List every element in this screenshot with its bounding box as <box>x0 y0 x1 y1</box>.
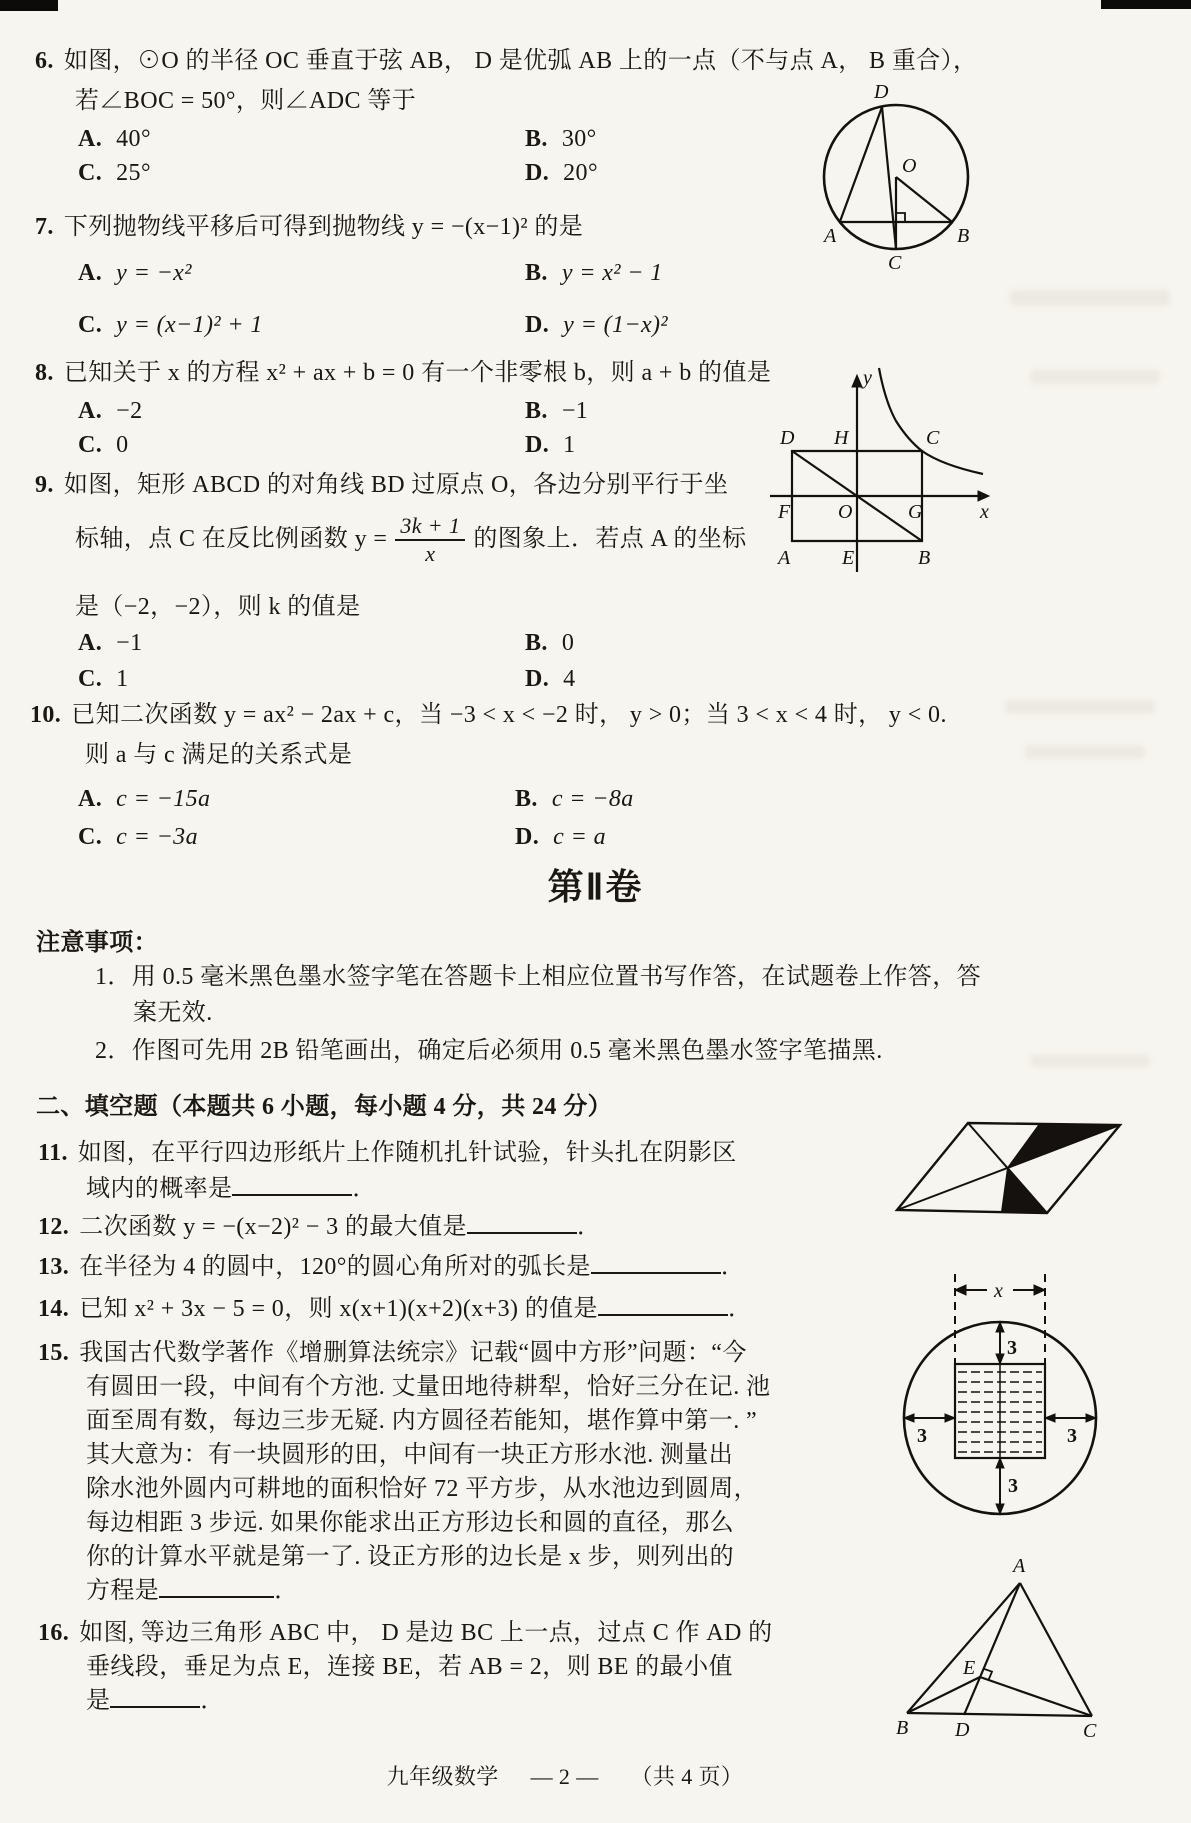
q15-label-bottom3: 3 <box>1008 1475 1018 1497</box>
q7-option-c <box>78 310 263 340</box>
q6-option-c-label: C. <box>78 160 103 186</box>
q14-text-end: ． <box>727 1296 753 1322</box>
q15-line6 <box>86 1508 734 1538</box>
q16-label-c: C <box>1083 1720 1097 1742</box>
q12-number: 12. <box>38 1214 70 1240</box>
q14-number: 14. <box>38 1296 70 1322</box>
q9-text1: 如图，矩形 ABCD 的对角线 BD 过原点 O，各边分别平行于坐 <box>63 472 729 498</box>
q9-option-b-label: B. <box>525 630 548 656</box>
dim-arrow <box>996 1504 1004 1514</box>
q12-text: 二次函数 y = −(x−2)² − 3 的最大值是 <box>79 1214 467 1240</box>
q15-text7: 你的计算水平就是第一了. 设正方形的边长是 x 步，则列出的 <box>86 1544 734 1570</box>
q6-text2: 若∠BOC = 50°，则∠ADC 等于 <box>75 88 417 114</box>
q8-option-a-label: A. <box>78 398 103 424</box>
q10-option-d <box>515 822 606 852</box>
dim-arrow <box>996 1322 1004 1332</box>
q6-line2 <box>75 86 416 116</box>
q8-number: 8. <box>35 360 54 386</box>
dim-arrow <box>904 1414 914 1422</box>
q8-option-b-value: −1 <box>561 398 589 424</box>
q16-line3 <box>86 1686 225 1716</box>
q6-circle-figure <box>796 80 996 272</box>
q9-option-c-value: 1 <box>116 666 129 692</box>
q9-label-e: E <box>842 547 855 569</box>
q9-text2-post: 的图象上．若点 A 的坐标 <box>473 526 747 552</box>
q8-option-b <box>525 396 588 426</box>
notice-item1-text2: 案无效. <box>133 1000 213 1026</box>
q9-line3 <box>75 592 360 622</box>
q11-number: 11. <box>38 1140 68 1166</box>
q6-option-d <box>525 158 598 188</box>
q9-label-f: F <box>778 501 791 523</box>
q12-line <box>38 1212 601 1242</box>
scan-artifact <box>1030 370 1160 384</box>
q9-option-c-label: C. <box>78 666 103 692</box>
q12-answer-blank <box>467 1230 577 1234</box>
section2-title <box>0 867 1191 907</box>
q9-label-o: O <box>838 501 853 523</box>
q15-text1: 我国古代数学著作《增删算法统宗》记载“圆中方形”问题：“今 <box>79 1340 747 1366</box>
scan-artifact <box>1030 1055 1150 1067</box>
q9-fraction-numerator: 3k + 1 <box>395 512 465 541</box>
q15-line5 <box>86 1474 758 1504</box>
q15-text5: 除水池外圆内可耕地的面积恰好 72 平方步，从水池边到圆周， <box>86 1476 758 1502</box>
q16-answer-blank <box>110 1704 200 1708</box>
notice-item1-line2 <box>133 998 213 1028</box>
q16-number: 16. <box>38 1620 70 1646</box>
q13-text-end: ． <box>720 1254 746 1280</box>
q11-answer-blank <box>232 1192 352 1196</box>
q10-option-b <box>515 784 634 814</box>
q9-label-h: H <box>834 427 849 449</box>
q8-option-a <box>78 396 142 426</box>
q7-option-a-label: A. <box>78 260 103 286</box>
q15-text2: 有圆田一段，中间有个方池. 丈量田地待耕犁，恰好三分在记. 池 <box>86 1374 771 1400</box>
y-axis-arrow <box>852 375 862 387</box>
q10-line1 <box>30 700 947 730</box>
q9-option-a-label: A. <box>78 630 103 656</box>
shaded-region-bottom <box>1002 1168 1047 1213</box>
q7-option-c-value: y = (x−1)² + 1 <box>116 312 263 338</box>
q12-text-end: ． <box>576 1214 602 1240</box>
right-angle-mark <box>896 213 905 222</box>
q9-option-a-value: −1 <box>116 630 143 656</box>
scan-corner-mark-left <box>0 0 58 11</box>
q9-label-a: A <box>778 547 791 569</box>
footer-total-pages: （共 4 页） <box>630 1764 744 1789</box>
q9-fraction <box>395 512 465 566</box>
q6-option-a-value: 40° <box>116 126 151 152</box>
q8-line1 <box>35 358 771 388</box>
scan-artifact <box>1005 700 1155 714</box>
q9-option-c <box>78 664 129 694</box>
x-axis-arrow <box>978 491 989 501</box>
q15-label-top3: 3 <box>1007 1337 1017 1359</box>
q9-axes-figure <box>762 366 992 598</box>
q8-option-d-value: 1 <box>563 432 576 458</box>
q15-label-right3: 3 <box>1067 1425 1077 1447</box>
q9-label-d: D <box>780 427 795 449</box>
q15-line7 <box>86 1542 734 1572</box>
q9-label-g: G <box>908 501 923 523</box>
dim-arrow <box>1086 1414 1096 1422</box>
q9-option-d-label: D. <box>525 666 550 692</box>
q7-option-a <box>78 258 192 288</box>
q6-option-a-label: A. <box>78 126 103 152</box>
scan-artifact <box>1010 290 1170 306</box>
dim-arrow <box>945 1414 955 1422</box>
q10-text1: 已知二次函数 y = ax² − 2ax + c，当 −3 < x < −2 时， y > 0；当 3 < x < 4 时， y < 0. <box>71 702 947 728</box>
q6-label-a: A <box>824 225 837 247</box>
dim-arrow <box>1034 1285 1045 1295</box>
q16-text3-end: ． <box>200 1688 225 1714</box>
q15-number: 15. <box>38 1340 70 1366</box>
q9-option-a <box>78 628 142 658</box>
q11-line2 <box>86 1174 377 1204</box>
q15-text4: 其大意为：有一块圆形的田，中间有一块正方形水池. 测量出 <box>86 1442 734 1468</box>
q7-option-d <box>525 310 668 340</box>
q9-label-y: y <box>863 367 872 389</box>
scan-corner-mark-right <box>1101 0 1191 9</box>
fill-in-section-heading-text: 二、填空题（本题共 6 小题，每小题 4 分，共 24 分） <box>36 1094 612 1120</box>
q15-line1 <box>38 1338 747 1368</box>
q15-text6: 每边相距 3 步远. 如果你能求出正方形边长和圆的直径，那么 <box>86 1510 734 1536</box>
q16-label-e: E <box>963 1657 976 1679</box>
q7-option-a-value: y = −x² <box>116 260 192 286</box>
q9-option-b-value: 0 <box>561 630 575 656</box>
footer-page-number: — 2 — <box>530 1764 599 1789</box>
notice-heading <box>36 928 158 958</box>
notice-item1-line1 <box>95 962 981 992</box>
q15-line2 <box>86 1372 770 1402</box>
q8-option-d-label: D. <box>525 432 550 458</box>
q6-option-a <box>78 124 151 154</box>
q16-text2: 垂线段，垂足为点 E，连接 BE，若 AB = 2，则 BE 的最小值 <box>86 1654 733 1680</box>
q6-number: 6. <box>35 48 54 74</box>
q6-option-c-value: 25° <box>116 160 151 186</box>
q7-line1 <box>35 212 583 242</box>
q6-option-b-label: B. <box>525 126 548 152</box>
footer-subject: 九年级数学 <box>386 1764 499 1789</box>
q10-number: 10. <box>30 702 62 728</box>
q7-option-c-label: C. <box>78 312 103 338</box>
q10-option-a-value: c = −15a <box>116 786 211 812</box>
q6-line1 <box>35 46 977 76</box>
q15-label-left3: 3 <box>917 1425 927 1447</box>
q6-text1: 如图，⊙O 的半径 OC 垂直于弦 AB， D 是优弧 AB 上的一点（不与点 A， B 重合）， <box>63 48 978 74</box>
q10-option-d-value: c = a <box>553 824 606 850</box>
q9-label-b: B <box>918 547 931 569</box>
q6-label-o: O <box>902 155 917 177</box>
q9-label-x: x <box>980 501 989 523</box>
q11-line1 <box>38 1138 737 1168</box>
dim-arrow <box>996 1354 1004 1364</box>
q13-text: 在半径为 4 的圆中，120°的圆心角所对的弧长是 <box>79 1254 591 1280</box>
q16-label-d: D <box>955 1719 970 1741</box>
q16-triangle-figure <box>882 1556 1102 1746</box>
q11-text2-end: ． <box>352 1176 377 1202</box>
q16-label-b: B <box>896 1717 909 1739</box>
q13-line <box>38 1252 745 1282</box>
section2-title-text: 第Ⅱ卷 <box>547 867 644 907</box>
q15-circle-square-figure <box>885 1266 1115 1518</box>
q16-text3: 是 <box>86 1688 111 1714</box>
dim-arrow <box>1045 1414 1055 1422</box>
q6-option-d-value: 20° <box>563 160 598 186</box>
q15-line3 <box>86 1406 757 1436</box>
q16-line1 <box>38 1618 773 1648</box>
scan-artifact <box>1025 745 1145 759</box>
q6-option-b <box>525 124 597 154</box>
q10-option-c <box>78 822 198 852</box>
notice-item2 <box>95 1036 883 1066</box>
q7-option-b-value: y = x² − 1 <box>561 260 663 286</box>
q6-label-b: B <box>957 225 970 247</box>
notice-item1-text1: 1．用 0.5 毫米黑色墨水签字笔在答题卡上相应位置书写作答，在试题卷上作答，答 <box>95 964 981 990</box>
q7-option-d-label: D. <box>525 312 550 338</box>
q10-option-d-label: D. <box>515 824 540 850</box>
q16-label-a: A <box>1013 1556 1026 1577</box>
q15-line4 <box>86 1440 733 1470</box>
q8-option-c <box>78 430 129 460</box>
q8-text1: 已知关于 x 的方程 x² + ax + b = 0 有一个非零根 b，则 a + b 的值是 <box>63 360 772 386</box>
q9-fraction-denominator: x <box>425 541 436 566</box>
q7-number: 7. <box>35 214 54 240</box>
q9-text2-pre: 标轴，点 C 在反比例函数 y = <box>75 526 388 552</box>
q8-option-d <box>525 430 576 460</box>
q14-line <box>38 1294 752 1324</box>
q6-option-c <box>78 158 151 188</box>
q7-option-b <box>525 258 663 288</box>
q9-label-c: C <box>926 427 940 449</box>
q6-label-c: C <box>888 252 902 272</box>
q7-text1: 下列抛物线平移后可得到抛物线 y = −(x−1)² 的是 <box>63 214 584 240</box>
q9-line1 <box>35 470 728 500</box>
q15-label-x: x <box>994 1280 1003 1302</box>
q15-text8-end: ． <box>274 1578 299 1604</box>
q14-answer-blank <box>598 1312 728 1316</box>
q9-line2 <box>75 508 747 570</box>
q9-number: 9. <box>35 472 54 498</box>
notice-item2-text: 2．作图可先用 2B 铅笔画出，确定后必须用 0.5 毫米黑色墨水签字笔描黑. <box>95 1038 883 1064</box>
q13-answer-blank <box>591 1270 721 1274</box>
q10-option-a <box>78 784 210 814</box>
page-footer <box>0 1762 1130 1792</box>
q10-option-b-label: B. <box>515 786 538 812</box>
hyperbola-curve <box>879 368 983 474</box>
q10-option-b-value: c = −8a <box>551 786 634 812</box>
q11-text1: 如图，在平行四边形纸片上作随机扎针试验，针头扎在阴影区 <box>77 1140 737 1166</box>
notice-heading-text: 注意事项： <box>36 930 158 956</box>
q10-text2: 则 a 与 c 满足的关系式是 <box>85 742 353 768</box>
q9-option-b <box>525 628 574 658</box>
q10-line2 <box>85 740 352 770</box>
q6-label-d: D <box>874 81 889 103</box>
q9-text3: 是（−2，−2），则 k 的值是 <box>75 594 361 620</box>
q13-number: 13. <box>38 1254 70 1280</box>
q10-option-c-value: c = −3a <box>116 824 198 850</box>
dim-arrow <box>955 1285 966 1295</box>
q6-option-d-label: D. <box>525 160 550 186</box>
q8-option-c-label: C. <box>78 432 103 458</box>
q8-option-c-value: 0 <box>116 432 129 458</box>
q8-option-b-label: B. <box>525 398 548 424</box>
q8-option-a-value: −2 <box>116 398 143 424</box>
q15-text8: 方程是 <box>86 1578 160 1604</box>
q7-option-b-label: B. <box>525 260 548 286</box>
q10-option-a-label: A. <box>78 786 103 812</box>
q15-answer-blank <box>159 1594 274 1598</box>
q14-text: 已知 x² + 3x − 5 = 0，则 x(x+1)(x+2)(x+3) 的值是 <box>79 1296 598 1322</box>
q11-parallelogram-figure <box>882 1110 1127 1222</box>
q10-option-c-label: C. <box>78 824 103 850</box>
q16-line2 <box>86 1652 733 1682</box>
q11-text2: 域内的概率是 <box>86 1176 233 1202</box>
q7-option-d-value: y = (1−x)² <box>563 312 669 338</box>
q6-option-b-value: 30° <box>561 126 597 152</box>
q15-line8 <box>86 1576 299 1606</box>
dim-arrow <box>996 1458 1004 1468</box>
fill-in-section-heading <box>36 1092 612 1122</box>
q16-text1: 如图, 等边三角形 ABC 中， D 是边 BC 上一点，过点 C 作 AD 的 <box>79 1620 773 1646</box>
q9-option-d-value: 4 <box>563 666 576 692</box>
q15-text3: 面至周有数，每边三步无疑. 内方圆径若能知，堪作算中第一. ” <box>86 1408 758 1434</box>
q9-option-d <box>525 664 576 694</box>
